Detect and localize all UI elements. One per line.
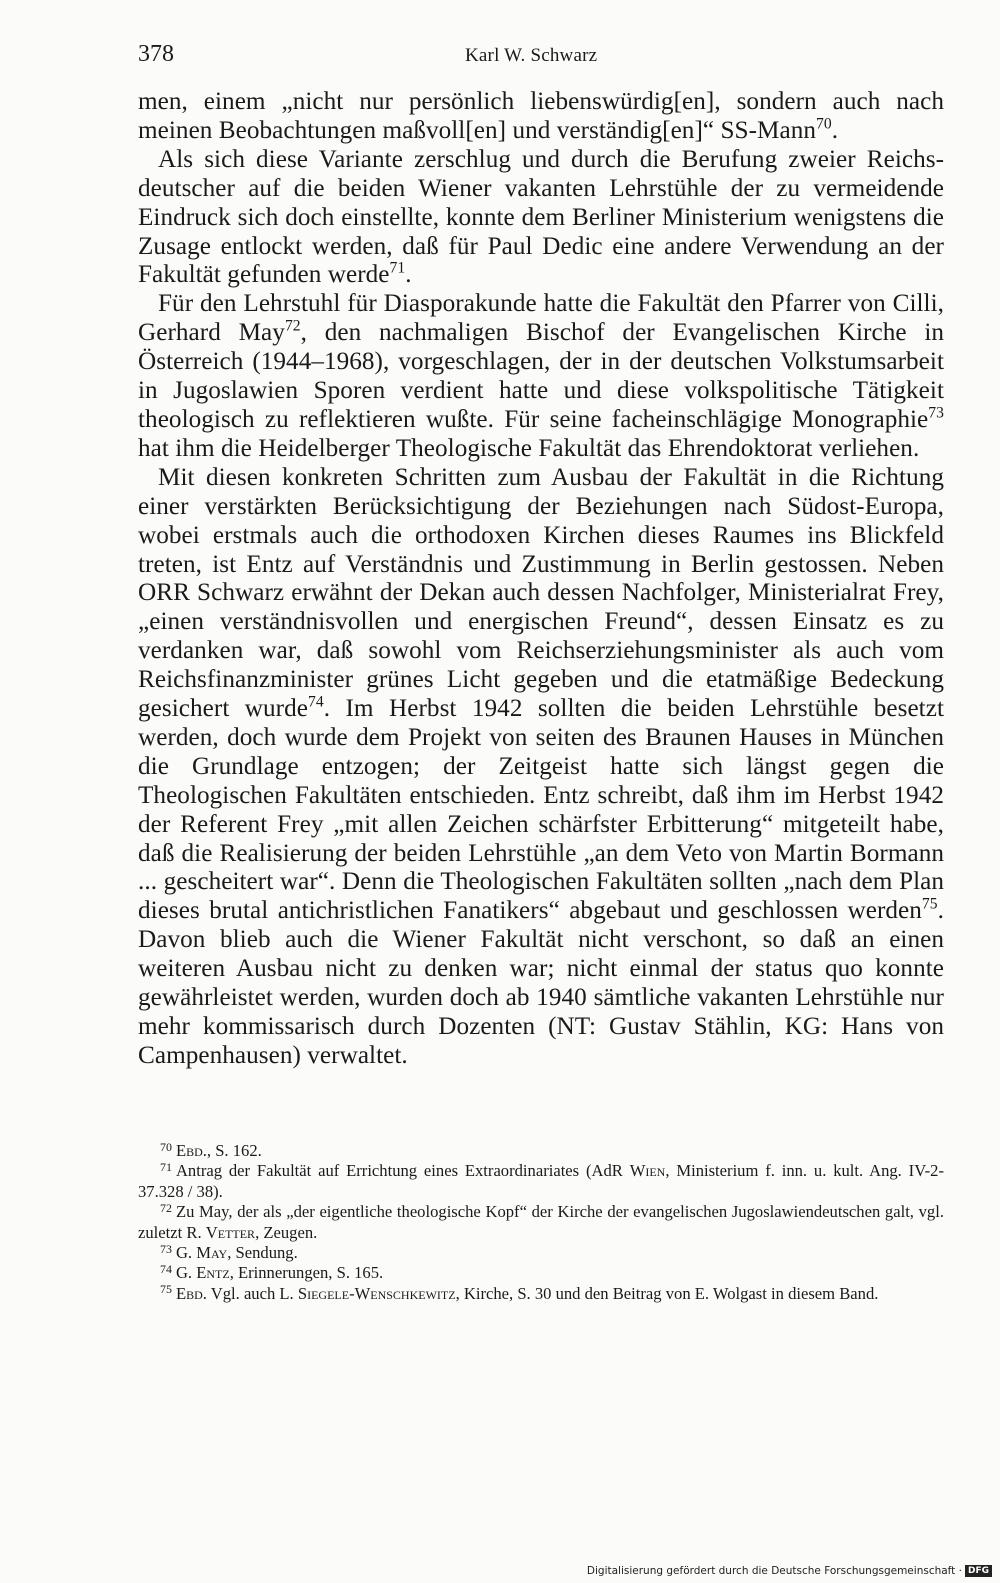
footnote-72: $^{72}$ Zu May, der als „der eigentliche theologische Kopf“ der Kirche der evangelischen Jugoslawiendeutschen galt, vgl. zuletzt R. Vetter, Zeugen. (138, 1200, 944, 1242)
paragraph-4: Mit diesen konkreten Schritten zum Ausbau der Fakultät in die Richtung einer verstärkten Berücksichtigung der Beziehungen nach Südost-Europa, wobei erstmals auch die orthodoxen Kirchen dieses Raumes ins Blickfeld treten, ist Entz auf Verständnis und Zustimmung in Berlin gestossen. Neben ORR Schwarz erwähnt der Dekan auch dessen Nachfolger, Ministerialrat Frey, „einen verständnisvollen und energischen Freund“, dessen Einsatz es zu verdanken war, daß sowohl vom Reichserziehungsminister als auch vom Reichsfinanzminister grünes Licht gegeben und die etatmäßige Bedeckung gesichert wurde$^{74}$. Im Herbst 1942 sollten die beiden Lehrstühle besetzt werden, doch wurde dem Projekt von seiten des Braunen Hauses in München die Grundlage entzogen; der Zeitgeist hatte sich längst gegen die Theologischen Fakultäten entschieden. Entz schreibt, daß ihm im Herbst 1942 der Referent Frey „mit allen Zeichen schärfster Erbitterung“ mitgeteilt habe, daß die Realisierung der beiden Lehrstühle „an dem Veto von Martin Bormann ... gescheitert war“. Denn die Theologischen Fakultäten sollten „nach dem Plan dieses brutal antichristlichen Fanatikers“ abgebaut und geschlossen werden$^{75}$. Davon blieb auch die Wiener Fakultät nicht verschont, so daß an einen weiteren Ausbau nicht zu denken war; nicht einmal der status quo konnte gewährleistet werden, wurden doch ab 1940 sämtliche vakanten Lehrstühle nur mehr kommissarisch durch Dozenten (NT: Gustav Stählin, KG: Hans von Campenhausen) verwaltet. (138, 463, 945, 1069)
footnote-73: $^{73}$ G. May, Sendung. (160, 1241, 298, 1263)
footnote-ref-73: 73 (928, 404, 944, 422)
footnote-ref-71: 71 (389, 260, 406, 278)
footnotes (138, 1141, 944, 1304)
footnote-ref-72: 72 (284, 317, 301, 335)
paragraph-3: Für den Lehrstuhl für Diasporakunde hatte die Fakultät den Pfarrer von Cilli, Gerhard May$^{72}$, den nachmaligen Bischof der Evangelischen Kirche in Österreich (1944–1968), vorgeschlagen, der in der deutschen Volkstumsarbeit in Jugoslawien Sporen verdient hatte und diese volkspolitische Tätigkeit theologisch zu reflektieren wußte. Für seine facheinschlägige Monographie$^{73}$ hat ihm die Heidelberger Theologische Fakultät das Ehrendoktorat verliehen. (138, 290, 945, 462)
footnote-75: $^{75}$ Ebd. Vgl. auch L. Siegele-Wenschkewitz, Kirche, S. 30 und den Beitrag von E. Wolgast in diesem Band. (160, 1282, 879, 1303)
paragraph-1: men, einem „nicht nur persönlich liebenswürdig[en], sondern auch nach meinen Beobachtungen maßvoll[en] und verständig[en]“ SS-Mann$^{70}$. (138, 88, 944, 144)
footnote-70: $^{70}$ Ebd., S. 162. (160, 1139, 262, 1160)
footer-text: Digitalisierung gefördert durch die Deutsche Forschungsgemeinschaft · (586, 1565, 962, 1577)
dfg-logo: DFG (965, 1565, 992, 1577)
digitization-footer (587, 1565, 992, 1577)
footnote-ref-75: 75 (921, 896, 938, 914)
running-head: Karl W. Schwarz (465, 45, 598, 66)
footnote-ref-74: 74 (308, 693, 324, 711)
footnote-71: $^{71}$ Antrag der Fakultät auf Errichtung eines Extraordinariates (AdR Wien, Ministerium f. inn. u. kult. Ang. IV-2-37.328 / 38). (138, 1160, 944, 1201)
paragraph-2: Als sich diese Variante zerschlug und durch die Berufung zweier Reichsdeutscher auf die beiden Wiener vakanten Lehrstühle der zu vermeidende Eindruck sich doch einstellte, konnte dem Berliner Ministerium wenigstens die Zusage entlockt werden, daß für Paul Dedic eine andere Verwendung an der Fakultät gefunden werde$^{71}$. (138, 145, 944, 289)
body-text (138, 88, 944, 1071)
footnote-ref-70: 70 (815, 115, 832, 133)
page-number: 378 (138, 41, 174, 67)
footnote-74: $^{74}$ G. Entz, Erinnerungen, S. 165. (160, 1262, 384, 1283)
